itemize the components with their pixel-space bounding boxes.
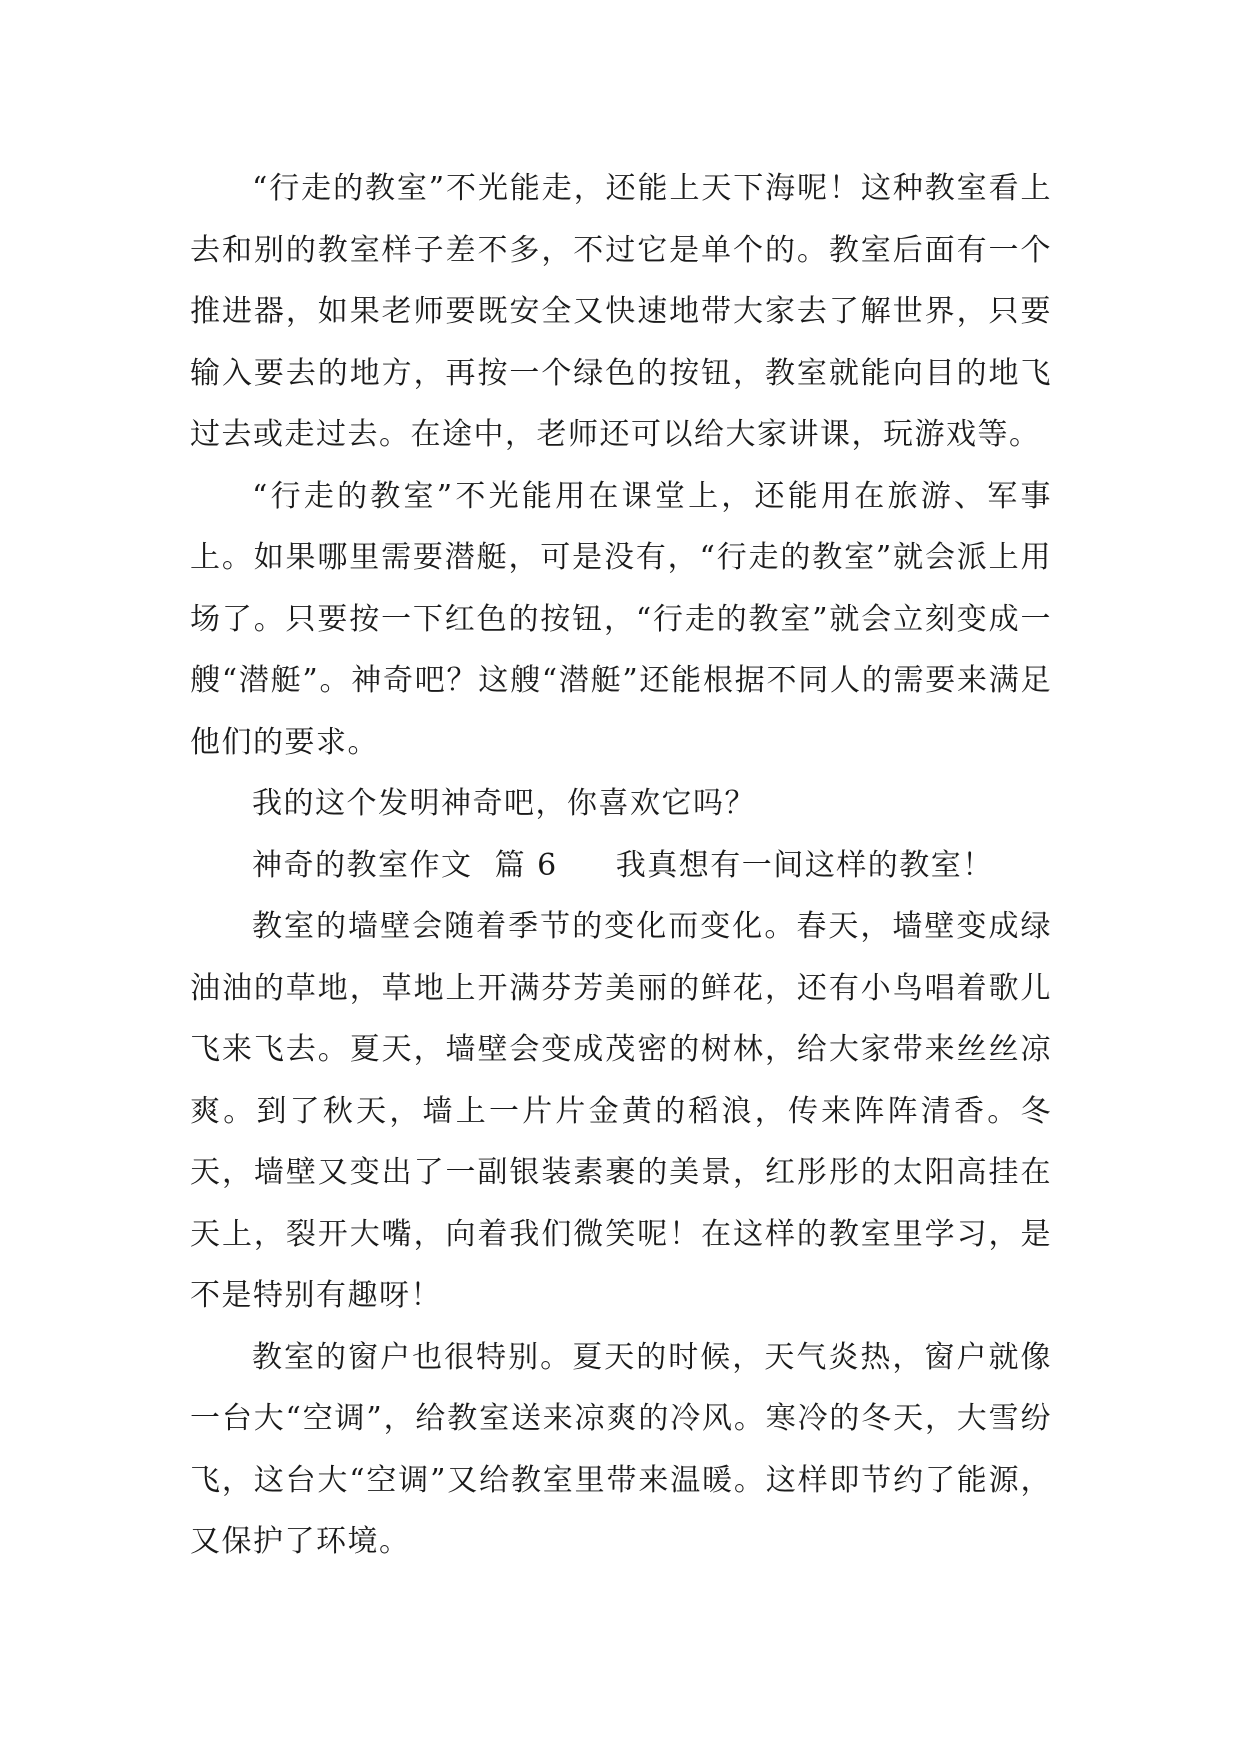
paragraph-question: 我的这个发明神奇吧，你喜欢它吗？ [252, 786, 756, 821]
paragraph-windows: 教室的窗户也很特别。夏天的时候，天气炎热，窗户就像一台大“空调”，给教室送来凉爽的冷风。寒冷的冬天，大雪纷飞，这台大“空调”又给教室里带来温暖。这样即节约了能源，又保护了环境。 [190, 1339, 1052, 1559]
paragraph-submarine: “行走的教室”不光能用在课堂上，还能用在旅游、军事上。如果哪里需要潜艇，可是没有，“行走的教室”就会派上用场了。只要按一下红色的按钮，“行走的教室”就会立刻变成一艘“潜艇”。神奇吧？这艘“潜艇”还能根据不同人的需要来满足他们的要求。 [190, 478, 1052, 760]
section-first-sentence: 我真想有一间这样的教室！ [615, 847, 994, 883]
section-title: 神奇的教室作文 篇 6 [252, 847, 558, 883]
section-heading [190, 835, 1052, 897]
paragraph-walls: 教室的墙壁会随着季节的变化而变化。春天，墙壁变成绿油油的草地，草地上开满芬芳美丽的鲜花，还有小鸟唱着歌儿飞来飞去。夏天，墙壁会变成茂密的树林，给大家带来丝丝凉爽。到了秋天，墙上一片片金黄的稻浪，传来阵阵清香。冬天，墙壁又变出了一副银装素裹的美景，红彤彤的太阳高挂在天上，裂开大嘴，向着我们微笑呢！在这样的教室里学习，是不是特别有趣呀！ [190, 909, 1052, 1313]
paragraph-walking-classroom: “行走的教室”不光能走，还能上天下海呢！这种教室看上去和别的教室样子差不多，不过它是单个的。教室后面有一个推进器，如果老师要既安全又快速地带大家去了解世界，只要输入要去的地方，再按一个绿色的按钮，教室就能向目的地飞过去或走过去。在途中，老师还可以给大家讲课，玩游戏等。 [190, 171, 1052, 452]
document-body [190, 158, 1052, 1573]
